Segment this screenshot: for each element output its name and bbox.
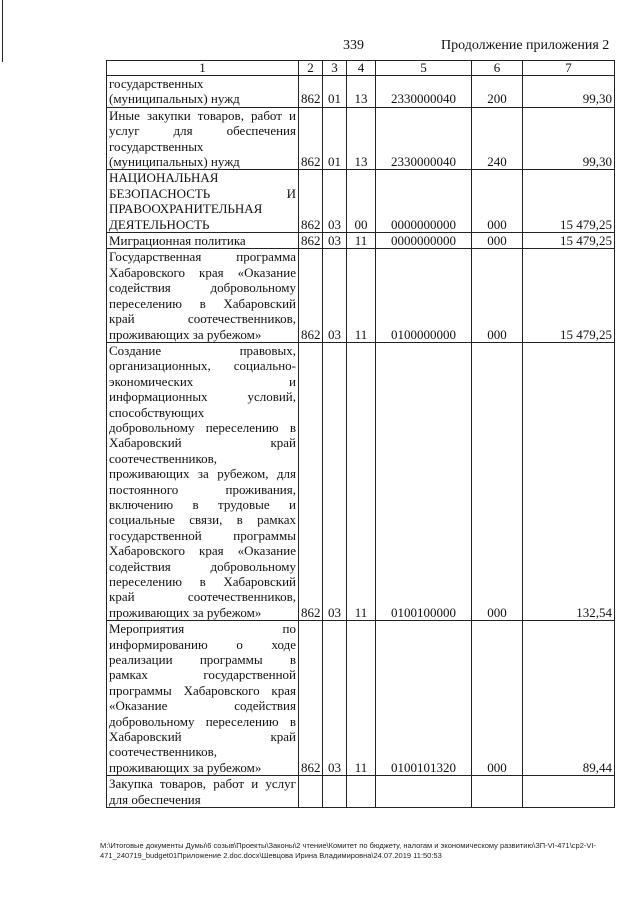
amount: 15 479,25 [523, 233, 615, 249]
row-name-line: содействия добровольному [109, 280, 296, 296]
amount: 132,54 [523, 342, 615, 620]
code-subsection: 11 [347, 249, 376, 342]
code-target-article: 0000000000 [376, 170, 472, 233]
code-ved [299, 776, 323, 808]
code-target-article: 2330000040 [376, 107, 472, 170]
code-expense-type: 200 [472, 76, 523, 108]
code-section: 03 [323, 249, 347, 342]
row-name-line: (муниципальных) нужд [109, 154, 240, 170]
table-row [107, 249, 615, 342]
table-row [107, 170, 615, 233]
code-target-article: 0100000000 [376, 249, 472, 342]
code-subsection [347, 776, 376, 808]
row-name-line: информационных условий, [109, 389, 296, 405]
row-name-line: соотечественников, [109, 744, 218, 760]
row-name-line: ДЕЯТЕЛЬНОСТЬ [109, 216, 210, 232]
row-name-line: услуг для обеспечения [109, 123, 296, 139]
code-target-article: 0100100000 [376, 342, 472, 620]
row-name [107, 249, 299, 342]
table-row [107, 107, 615, 170]
code-expense-type [472, 776, 523, 808]
table-row [107, 776, 615, 808]
row-name-line: государственных [109, 138, 204, 154]
row-name-line: Создание правовых, [109, 342, 296, 358]
amount: 15 479,25 [523, 170, 615, 233]
amount: 15 479,25 [523, 249, 615, 342]
code-ved: 862 [299, 233, 323, 249]
page-number: 339 [343, 38, 364, 53]
code-ved: 862 [299, 107, 323, 170]
code-ved: 862 [299, 621, 323, 776]
column-number: 7 [523, 61, 615, 76]
code-ved: 862 [299, 342, 323, 620]
row-name [107, 170, 299, 233]
amount: 99,30 [523, 76, 615, 108]
row-name-line: экономических и [109, 373, 296, 389]
code-expense-type: 240 [472, 107, 523, 170]
row-name-line: включению в трудовые и [109, 496, 296, 512]
code-subsection: 13 [347, 76, 376, 108]
code-target-article: 0000000000 [376, 233, 472, 249]
document-path-footer: М:\Итоговые документы Думы\6 созыв\Проекты\Законы\2 чтение\Комитет по бюджету, налогам и экономическому развитию\ЗП-VI-471\ср2-VI-471_240719_budget01Приложение 2.doc.docx\Шевцова Ирина Владимировна\24.07.2019 11:50:53 [100, 841, 596, 860]
code-section: 03 [323, 621, 347, 776]
row-name-line: добровольному переселению в [109, 713, 296, 729]
row-name [107, 233, 299, 249]
row-name [107, 342, 299, 620]
row-name-line: содействия добровольному [109, 558, 296, 574]
row-name-line: проживающих за рубежом» [109, 326, 262, 342]
amount: 99,30 [523, 107, 615, 170]
code-section: 03 [323, 233, 347, 249]
table-row [107, 621, 615, 776]
row-name-line: «Оказание содействия [109, 698, 296, 714]
code-ved: 862 [299, 170, 323, 233]
table-row [107, 342, 615, 620]
amount [523, 776, 615, 808]
column-number: 4 [347, 61, 376, 76]
row-name-line: Хабаровский край [109, 729, 296, 745]
row-name-line: Хабаровский край [109, 435, 296, 451]
row-name [107, 76, 299, 108]
row-name-line: (муниципальных) нужд [109, 91, 240, 107]
amount: 89,44 [523, 621, 615, 776]
row-name [107, 107, 299, 170]
row-name-line: государственной программы [109, 527, 296, 543]
column-number: 2 [299, 61, 323, 76]
code-expense-type: 000 [472, 342, 523, 620]
row-name-line: добровольному переселению в [109, 419, 296, 435]
column-number: 1 [107, 61, 299, 76]
code-subsection: 00 [347, 170, 376, 233]
code-expense-type: 000 [472, 249, 523, 342]
row-name-line: способствующих [109, 404, 205, 420]
continuation-title: Продолжение приложения 2 [441, 38, 610, 53]
code-target-article [376, 776, 472, 808]
row-name-line: реализации программы в [109, 652, 296, 668]
code-section: 01 [323, 107, 347, 170]
row-name-line: организационных, социально- [109, 358, 296, 374]
row-name-line: государственных [109, 76, 204, 91]
code-ved: 862 [299, 76, 323, 108]
row-name-line: Государственная программа [109, 249, 296, 265]
row-name-line: проживающих за рубежом» [109, 604, 262, 620]
column-number: 3 [323, 61, 347, 76]
column-number: 6 [472, 61, 523, 76]
row-name-line: Иные закупки товаров, работ и [109, 107, 296, 123]
row-name-line: рамках государственной [109, 667, 296, 683]
code-subsection: 11 [347, 342, 376, 620]
code-section [323, 776, 347, 808]
row-name-line: Закупка товаров, работ и услуг [109, 776, 296, 792]
row-name-line: переселению в Хабаровский [109, 574, 296, 589]
row-name [107, 621, 299, 776]
row-name-line: для обеспечения [109, 791, 201, 807]
row-name-line: проживающих за рубежом» [109, 759, 262, 775]
row-name-line: НАЦИОНАЛЬНАЯ [109, 170, 219, 186]
row-name-line: Хабаровского края «Оказание [109, 543, 296, 559]
code-subsection: 11 [347, 233, 376, 249]
code-section: 01 [323, 76, 347, 108]
row-name-line: постоянного проживания, [109, 481, 296, 497]
row-name-line: край соотечественников, [109, 311, 296, 327]
row-name [107, 776, 299, 808]
code-section: 03 [323, 342, 347, 620]
row-name-line: информированию о ходе [109, 636, 296, 652]
row-name-line: проживающих за рубежом, для [109, 466, 296, 482]
row-name-line: БЕЗОПАСНОСТЬ И [109, 185, 296, 201]
column-number-row [107, 61, 615, 76]
row-name-line: край соотечественников, [109, 589, 296, 605]
row-name-line: программы Хабаровского края [109, 682, 296, 698]
table-body [107, 76, 615, 808]
row-name-line: ПРАВООХРАНИТЕЛЬНАЯ [109, 201, 263, 217]
table-row [107, 233, 615, 249]
row-name-line: Миграционная политика [109, 233, 246, 249]
table-row [107, 76, 615, 108]
code-expense-type: 000 [472, 621, 523, 776]
row-name-line: Мероприятия по [109, 621, 296, 637]
row-name-line: Хабаровского края «Оказание [109, 264, 296, 280]
budget-table [106, 60, 615, 808]
row-name-line: переселению в Хабаровский [109, 295, 296, 311]
row-name-line: соотечественников, [109, 450, 218, 466]
code-section: 03 [323, 170, 347, 233]
code-ved: 862 [299, 249, 323, 342]
scan-edge-mark [2, 0, 3, 62]
code-subsection: 13 [347, 107, 376, 170]
code-target-article: 0100101320 [376, 621, 472, 776]
code-expense-type: 000 [472, 233, 523, 249]
column-number: 5 [376, 61, 472, 76]
code-target-article: 2330000040 [376, 76, 472, 108]
row-name-line: социальные связи, в рамках [109, 512, 296, 528]
code-subsection: 11 [347, 621, 376, 776]
code-expense-type: 000 [472, 170, 523, 233]
